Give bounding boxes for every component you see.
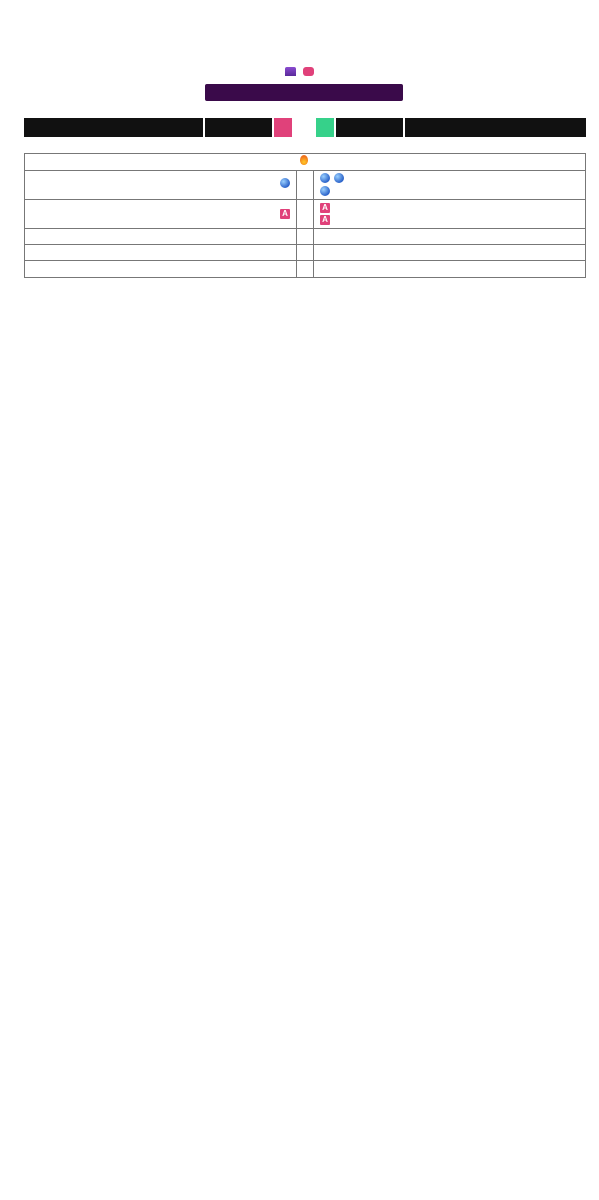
fire-icon bbox=[300, 155, 308, 165]
away-formation bbox=[405, 118, 586, 137]
venue-line bbox=[0, 66, 599, 78]
g-away bbox=[313, 170, 586, 200]
chip-letter-a bbox=[296, 199, 314, 229]
a-away bbox=[313, 199, 586, 229]
c-home bbox=[24, 244, 297, 261]
away-label bbox=[336, 118, 403, 137]
s-away bbox=[313, 228, 586, 245]
ticket-icon bbox=[303, 67, 314, 76]
chip-letter-c bbox=[296, 244, 314, 261]
live-status-badge bbox=[205, 84, 403, 101]
chip-letter-b bbox=[296, 260, 314, 278]
s-home bbox=[24, 228, 297, 245]
a-home bbox=[24, 199, 297, 229]
g-home bbox=[24, 170, 297, 200]
top-chip-row bbox=[24, 153, 586, 171]
stadium-icon bbox=[285, 67, 296, 76]
globe-icon bbox=[320, 173, 330, 183]
assistant-icon: A bbox=[320, 203, 330, 213]
home-score bbox=[274, 118, 292, 137]
b-away bbox=[313, 260, 586, 278]
globe-icon bbox=[280, 178, 290, 188]
globe-icon bbox=[320, 186, 330, 196]
b-home bbox=[24, 260, 297, 278]
c-away bbox=[313, 244, 586, 261]
chip-letter-s bbox=[296, 228, 314, 245]
globe-icon bbox=[334, 173, 344, 183]
assistant-icon: A bbox=[280, 209, 290, 219]
away-score bbox=[316, 118, 334, 137]
home-formation bbox=[24, 118, 203, 137]
chip-letter-g bbox=[296, 170, 314, 200]
home-label bbox=[205, 118, 272, 137]
chips-table bbox=[24, 153, 586, 279]
assistant-icon: A bbox=[320, 215, 330, 225]
